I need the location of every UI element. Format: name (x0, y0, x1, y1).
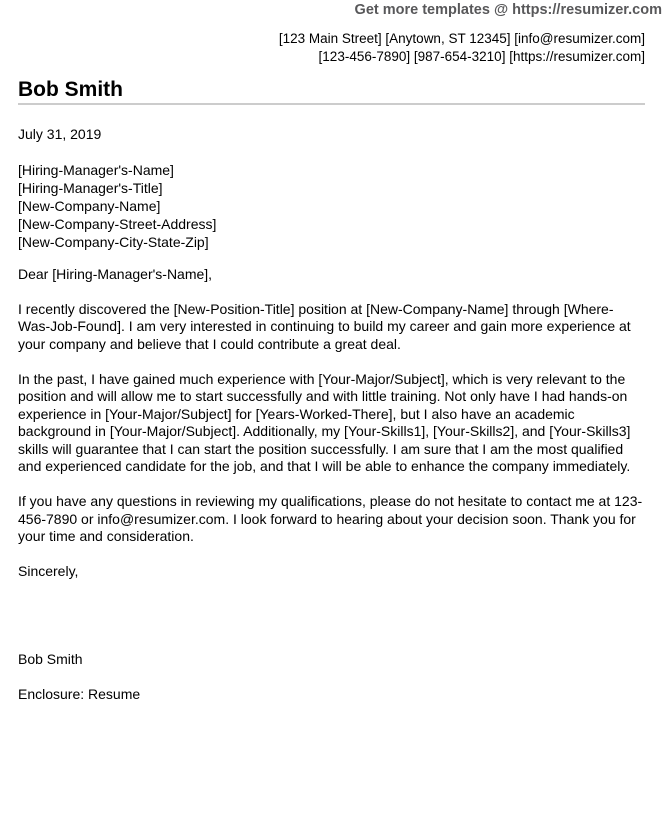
contact-line-phones: [123-456-7890] [987-654-3210] [https://resumizer.com] (318, 49, 645, 64)
recipient-address-block (18, 161, 645, 251)
enclosure-note: Enclosure: Resume (18, 685, 141, 702)
recipient-manager-name: [Hiring-Manager's-Name] (18, 161, 174, 178)
salutation: Dear [Hiring-Manager's-Name], (18, 265, 213, 282)
sender-name-heading: Bob Smith (18, 78, 123, 101)
recipient-company-street: [New-Company-Street-Address] (18, 215, 217, 232)
body-paragraph-intro: I recently discovered the [New-Position-Title] position at [New-Company-Name] through [Where-Was-Job-Found]. I am very interested in continuing to build my career and gain more experience at your company and believe that I could contribute a great deal. (18, 300, 631, 352)
closing-valediction: Sincerely, (18, 563, 79, 579)
contact-line-address: [123 Main Street] [Anytown, ST 12345] [info@resumizer.com] (278, 31, 645, 46)
recipient-company-city-state-zip: [New-Company-City-State-Zip] (18, 233, 209, 250)
heading-divider (18, 103, 645, 105)
body-paragraph-experience: In the past, I have gained much experience with [Your-Major/Subject], which is very relevant to the position and will allow me to start successfully and with little training. Not only have I had hands-on experience in [Your-Major/Subject] for [Years-Worked-There], but I also have an academic background in [Your-Major/Subject]. Additionally, my [Your-Skills1], [Your-Skills2], and [Your-Skills3] skills will guarantee that I can start the position successfully. I am sure that I am the most qualified and experienced candidate for the job, and that I will be able to enhance the company immediately. (18, 370, 631, 474)
body-paragraph-contact: If you have any questions in reviewing my qualifications, please do not hesitate to contact me at 123-456-7890 or info@resumizer.com. I look forward to hearing about your decision soon. Thank you for your time and consideration. (18, 493, 643, 544)
signature-name: Bob Smith (18, 650, 83, 667)
letter-date: July 31, 2019 (18, 126, 102, 142)
sender-contact-block (279, 30, 645, 66)
recipient-company-name: [New-Company-Name] (18, 197, 161, 214)
recipient-manager-title: [Hiring-Manager's-Title] (18, 179, 163, 196)
letter-body (18, 78, 645, 703)
template-promo-banner: Get more templates @ https://resumizer.com (354, 2, 662, 18)
